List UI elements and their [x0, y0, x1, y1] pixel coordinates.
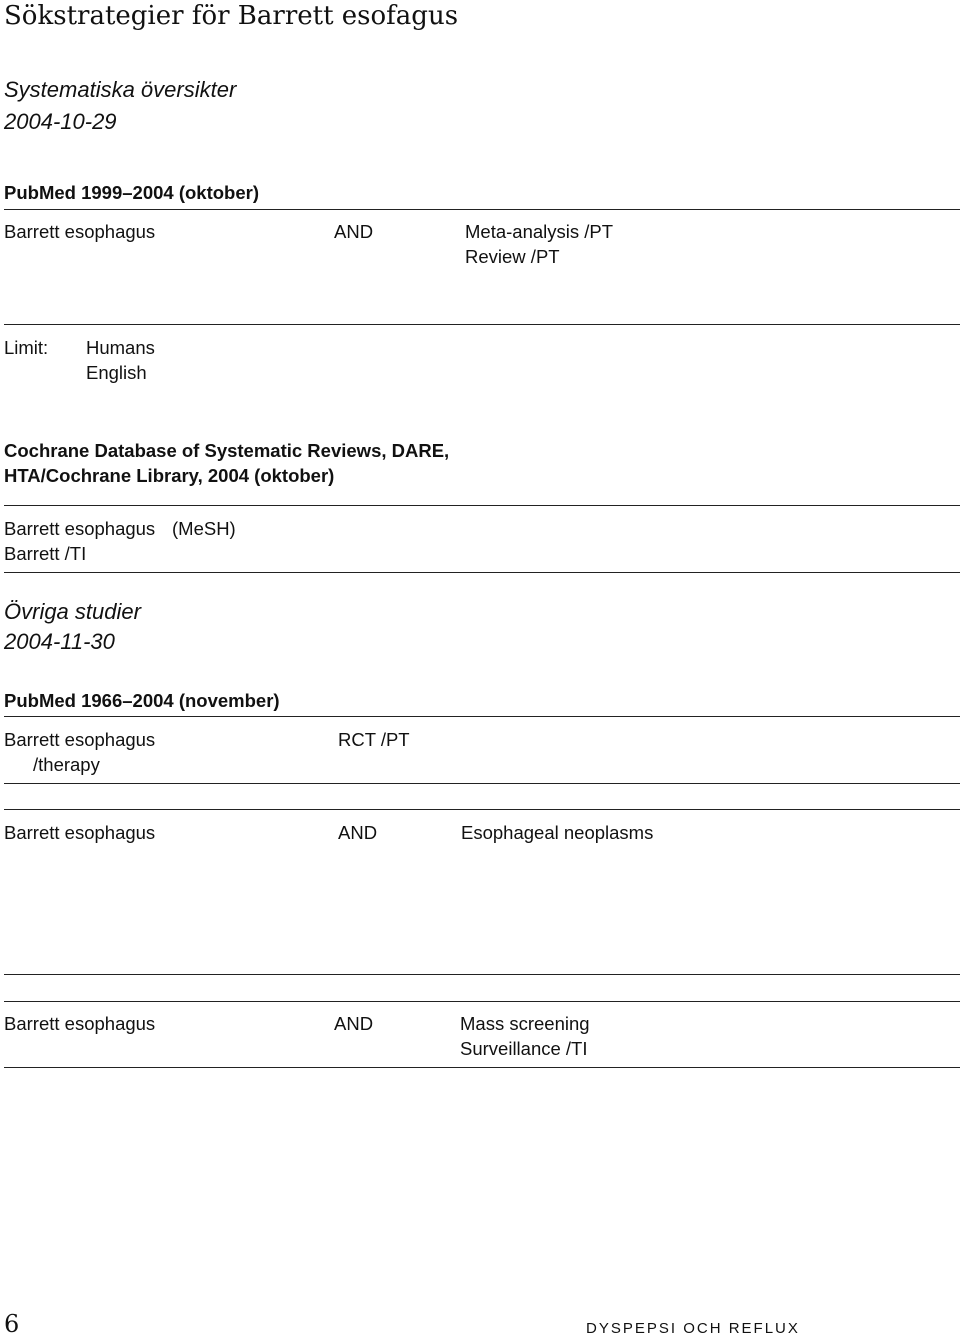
divider: [4, 783, 960, 784]
section-date: 2004-11-30: [4, 629, 115, 654]
divider: [4, 505, 960, 506]
section-date: 2004-10-29: [4, 109, 117, 134]
divider: [4, 209, 960, 210]
page-number: 6: [4, 1310, 20, 1338]
running-title: DYSPEPSI OCH REFLUX: [586, 1320, 800, 1337]
database-title-pubmed: PubMed 1999–2004 (oktober): [4, 182, 259, 203]
database-title-cochrane: Cochrane Database of Systematic Reviews, DARE,: [4, 440, 450, 461]
filter-term: Esophageal neoplasms: [461, 822, 654, 843]
search-term: Barrett /TI: [4, 543, 87, 564]
divider: [4, 572, 960, 573]
boolean-operator: AND: [338, 822, 378, 843]
divider: [4, 809, 960, 810]
divider: [4, 324, 960, 325]
search-term: Barrett esophagus: [4, 518, 156, 539]
limit-value: Humans: [86, 337, 155, 358]
search-term: Barrett esophagus: [4, 729, 156, 750]
database-title-pubmed: PubMed 1966–2004 (november): [4, 690, 280, 711]
filter-term: RCT /PT: [338, 729, 410, 750]
page-title: Sökstrategier för Barrett esofagus: [4, 1, 459, 31]
search-subterm: /therapy: [33, 754, 100, 775]
filter-term: Mass screening: [460, 1013, 590, 1034]
boolean-operator: AND: [334, 221, 374, 242]
divider: [4, 716, 960, 717]
divider: [4, 974, 960, 975]
search-term: Barrett esophagus: [4, 221, 156, 242]
section-heading-other-studies: Övriga studier: [4, 599, 141, 624]
search-term: Barrett esophagus: [4, 822, 156, 843]
divider: [4, 1067, 960, 1068]
limit-value: English: [86, 362, 147, 383]
divider: [4, 1001, 960, 1002]
filter-term: Meta-analysis /PT: [465, 221, 614, 242]
boolean-operator: AND: [334, 1013, 374, 1034]
database-title-cochrane-line2: HTA/Cochrane Library, 2004 (oktober): [4, 465, 335, 486]
search-term: Barrett esophagus: [4, 1013, 156, 1034]
search-term-qualifier: (MeSH): [172, 518, 236, 539]
section-heading-systematic-reviews: Systematiska översikter: [4, 77, 237, 102]
filter-term: Review /PT: [465, 246, 560, 267]
limit-label: Limit:: [4, 337, 49, 358]
filter-term: Surveillance /TI: [460, 1038, 588, 1059]
